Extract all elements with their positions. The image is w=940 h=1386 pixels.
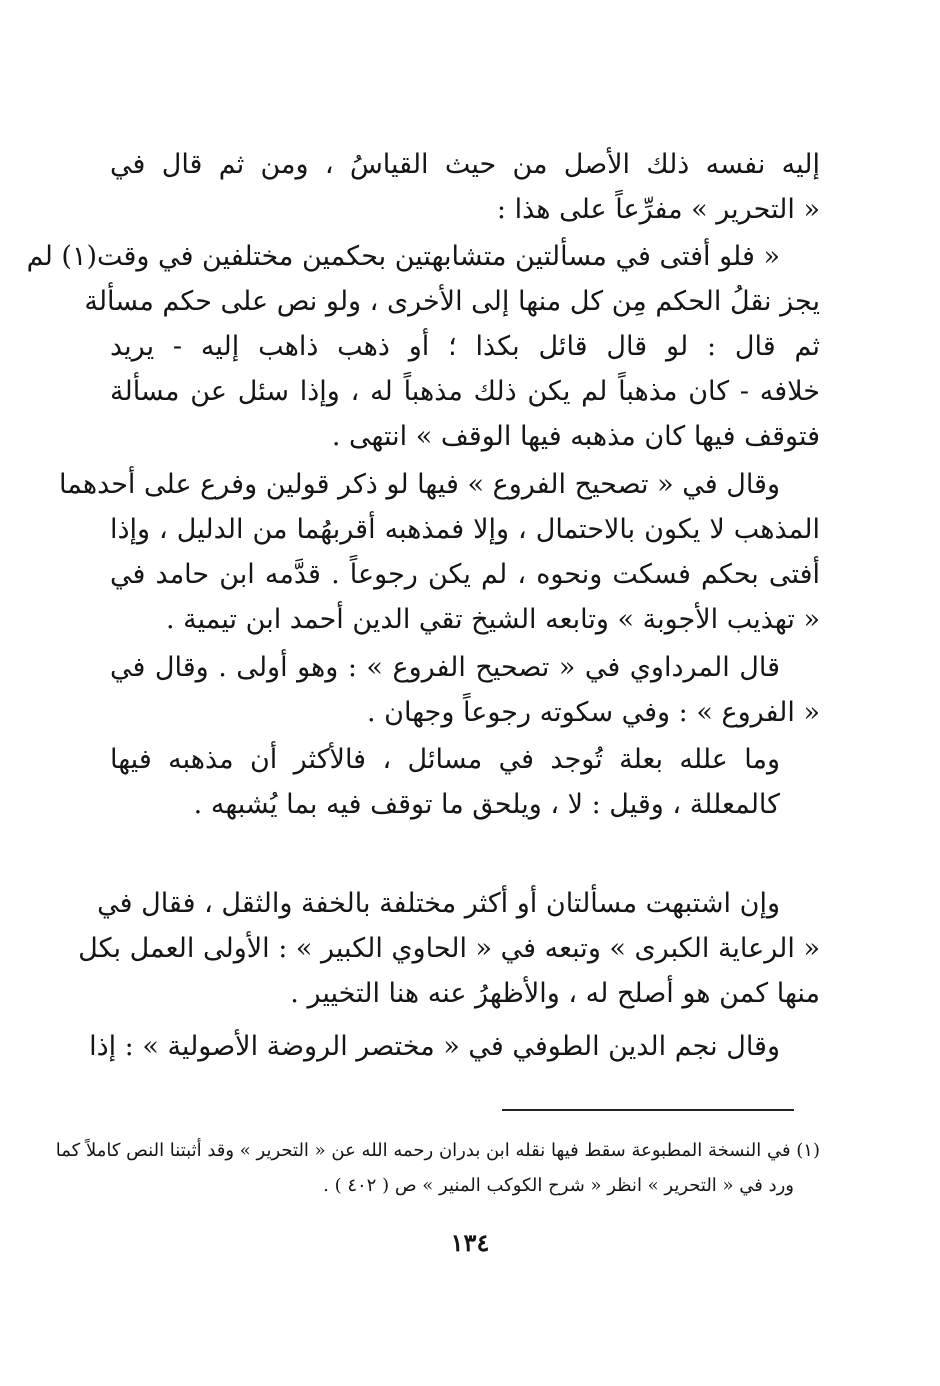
page-number: ١٣٤ (450, 1228, 490, 1257)
text-line: قال المرداوي في « تصحيح الفروع » : وهو أولى . وقال في (110, 652, 780, 683)
text-line: « التحرير » مفرِّعاً على هذا : (496, 194, 820, 225)
paragraph-7 (89, 1024, 820, 1069)
text-line: منها كمن هو أصلح له ، والأظهرُ عنه هنا التخيير . (290, 978, 820, 1009)
text-line: كالمعللة ، وقيل : لا ، ويلحق ما توقف فيه بما يُشبهه . (193, 789, 780, 820)
text-line: « الرعاية الكبرى » وتبعه في « الحاوي الكبير » : الأولى العمل بكل (78, 933, 820, 964)
text-line: « الفروع » : وفي سكوته رجوعاً وجهان . (367, 697, 820, 728)
text-line: وما علله بعلة تُوجد في مسائل ، فالأكثر أن مذهبه فيها (110, 744, 780, 775)
paragraph-6 (78, 881, 820, 1016)
paragraph-4 (110, 645, 820, 735)
paragraph-1 (110, 142, 820, 232)
footnote-line: ورد في « التحرير » انظر « شرح الكوكب المنير » ص ( ٤٠٢ ) . (323, 1175, 794, 1196)
text-line: وقال في « تصحيح الفروع » فيها لو ذكر قولين وفرع على أحدهما (59, 469, 780, 500)
footnote-divider (502, 1109, 794, 1111)
text-line: خلافه - كان مذهباً لم يكن ذلك مذهباً له ، وإذا سئل عن مسألة (110, 376, 820, 407)
paragraph-2-quotation (26, 234, 820, 459)
paragraph-5 (110, 737, 820, 827)
text-line: إليه نفسه ذلك الأصل من حيث القياسُ ، ومن ثم قال في (110, 149, 820, 180)
text-line: المذهب لا يكون بالاحتمال ، وإلا فمذهبه أقربهُما من الدليل ، وإذا (110, 514, 820, 545)
paragraph-3 (59, 462, 820, 642)
text-line: « فلو أفتى في مسألتين متشابهتين بحكمين مختلفين في وقت(١) لم (26, 241, 780, 272)
text-line: أفتى بحكم فسكت ونحوه ، لم يكن رجوعاً . قدَّمه ابن حامد في (110, 559, 820, 590)
text-line: ثم قال : لو قال قائل بكذا ؛ أو ذهب ذاهب إليه - يريد (110, 331, 820, 362)
text-line: فتوقف فيها كان مذهبه فيها الوقف » انتهى . (331, 421, 820, 452)
text-line: يجز نقلُ الحكم مِن كل منها إلى الأخرى ، ولو نص على حكم مسألة (84, 286, 820, 317)
text-line: « تهذيب الأجوبة » وتابعه الشيخ تقي الدين أحمد ابن تيمية . (166, 604, 820, 635)
footnote-line: (١) في النسخة المطبوعة سقط فيها نقله ابن بدران رحمه الله عن « التحرير » وقد أثبتنا النص كاملاً كما (55, 1140, 820, 1161)
footnote (55, 1133, 820, 1203)
text-line: وقال نجم الدين الطوفي في « مختصر الروضة الأصولية » : إذا (89, 1031, 780, 1062)
text-line: وإن اشتبهت مسألتان أو أكثر مختلفة بالخفة والثقل ، فقال في (97, 888, 780, 919)
